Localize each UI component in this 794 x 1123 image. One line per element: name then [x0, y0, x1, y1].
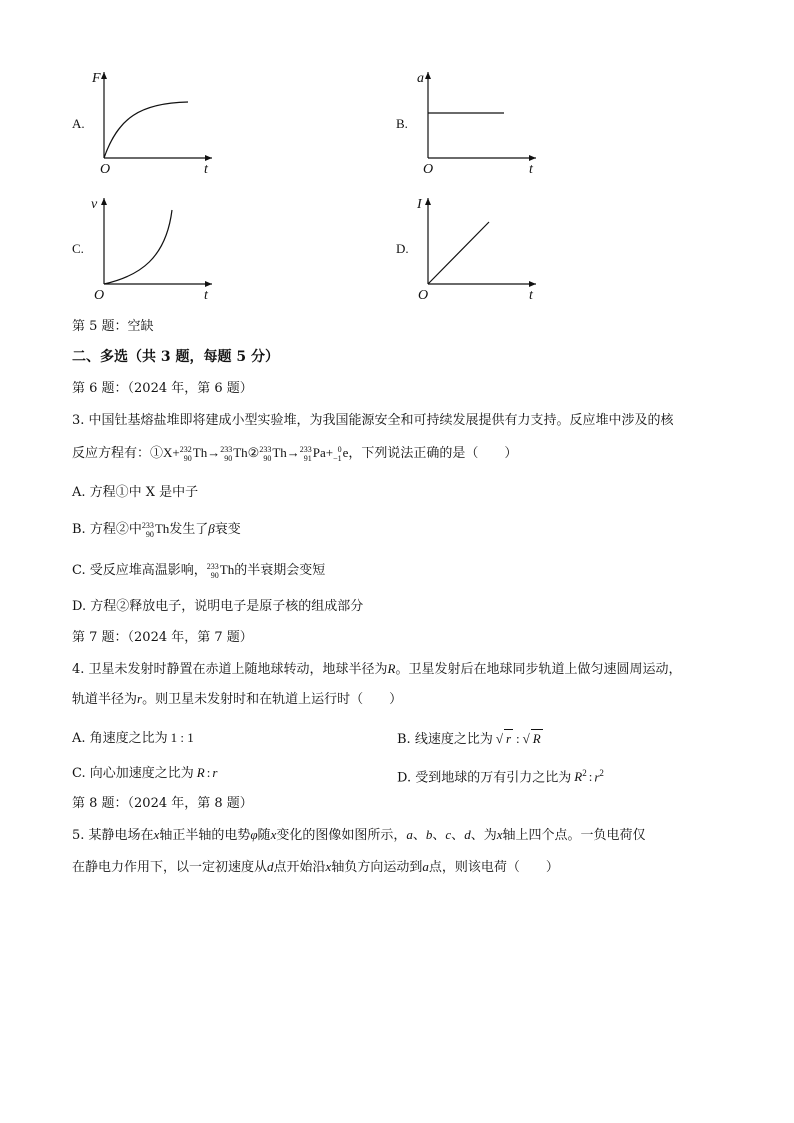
q6-option-c-suffix: 的半衰期会变短 [234, 563, 326, 578]
graph-d-letter: D. [396, 241, 409, 256]
q6-option-c-prefix: C. 受反应堆高温影响， [72, 563, 207, 578]
q6-th232: Th [192, 445, 208, 460]
graph-c-curve [104, 210, 172, 284]
q7-line2-b: 。则卫星未发射时和在轨道上运行时（ ） [142, 692, 403, 707]
q6-line2-prefix: 反应方程有：① [72, 446, 164, 461]
q8-line1-b: 轴正半轴的电势 [159, 828, 251, 843]
graph-a-y-label: F [92, 71, 101, 86]
graph-c-letter: C. [72, 241, 84, 256]
graph-b-origin: O [423, 162, 434, 177]
q7-sqrt-r: r [505, 731, 512, 746]
q6-option-b-suffix: 发生了 [169, 522, 209, 537]
q8-d-1: d [464, 827, 471, 842]
q6-pa: Pa [312, 445, 326, 460]
graph-b-y-label: a [417, 71, 424, 86]
q8-source: 第 8 题：（2024 年，第 8 题） [72, 796, 253, 811]
q6-arrow-2: → [286, 445, 300, 460]
q7-option-d-sq1: 2 [582, 768, 587, 778]
q8-sep-2: 、 [432, 828, 446, 843]
q6-option-c-th: Th [219, 562, 235, 577]
q8-phi: φ [250, 827, 258, 842]
graph-a-origin: O [100, 162, 111, 177]
graph-a-curve [104, 102, 188, 158]
graph-a [91, 71, 212, 177]
graph-c [91, 197, 212, 303]
q8-sep-3: 、 [451, 828, 465, 843]
q6-option-a: A. 方程①中 X 是中子 [72, 485, 199, 500]
q6-arrow-1: → [207, 445, 221, 460]
q6-e-nums: 0 −1 [333, 444, 342, 463]
q6-option-b-end: 衰变 [214, 522, 241, 537]
q8-line2-c: 轴负方向运动到 [331, 860, 423, 875]
q7-option-d-text: D. 受到地球的万有引力之比为 [397, 770, 572, 786]
q6-option-b-beta: β [208, 521, 215, 536]
q7-option-a-value: 1 : 1 [170, 730, 194, 745]
q7-line1-a: 4. 卫星未发射时静置在赤道上随地球转动，地球半径为 [72, 662, 388, 677]
q8-line2 [72, 858, 559, 877]
q7-option-c [72, 764, 217, 783]
q6-th233b: Th [272, 445, 287, 460]
graph-c-origin: O [94, 288, 105, 303]
q8-sep-1: 、 [412, 828, 426, 843]
q7-source: 第 7 题：（2024 年，第 7 题） [72, 630, 253, 645]
q7-option-b-text: B. 线速度之比为 [397, 732, 493, 747]
q6-e: e [342, 445, 349, 460]
q8-line2-b: 点开始沿 [273, 860, 326, 875]
q6-option-d: D. 方程②释放电子，说明电子是原子核的组成部分 [72, 599, 364, 614]
graph-c-y-label: v [91, 197, 98, 212]
q6-option-c-nums: 233 90 [206, 561, 219, 580]
q8-x-2: x [270, 827, 277, 842]
q8-b: b [425, 827, 433, 842]
q7-option-a-text: A. 角速度之比为 [72, 731, 168, 746]
q8-line1-f: 轴上四个点。一负电荷仅 [502, 828, 646, 843]
graph-d-y-label: I [417, 197, 422, 212]
q7-option-a [72, 729, 194, 748]
q7-option-c-R: R [196, 765, 205, 780]
q7-R: R [387, 661, 396, 676]
graph-a-letter: A. [72, 116, 85, 131]
graph-d-x-label: t [529, 288, 533, 303]
q6-line2-suffix: ，下列说法正确的是（ ） [348, 446, 518, 461]
q6-line2 [72, 444, 517, 463]
q8-line2-a: 在静电力作用下，以一定初速度从 [72, 860, 268, 875]
q7-sqrt-R: R [532, 731, 541, 746]
q8-x-3: x [496, 827, 503, 842]
graph-d-curve [428, 222, 489, 284]
q7-option-d-R: R [574, 769, 583, 785]
q6-plus-2: + [325, 445, 334, 460]
q6-option-c [72, 561, 325, 580]
q8-line1-a: 5. 某静电场在 [72, 828, 154, 843]
option-graphs [0, 0, 794, 310]
q7-option-d-colon: : [588, 769, 593, 785]
q6-option-b-nums: 233 90 [141, 520, 154, 539]
q6-pa-nums: 233 91 [299, 444, 312, 463]
q8-line1 [72, 826, 646, 845]
q5-note: 第 5 题：空缺 [72, 319, 154, 334]
graph-b-letter: B. [396, 116, 408, 131]
q6-plus-1: + [172, 445, 180, 460]
q7-option-d-sq2: 2 [599, 768, 604, 778]
q8-line2-d: 点，则该电荷（ ） [428, 860, 559, 875]
q8-x-4: x [325, 859, 332, 874]
q6-line1: 3. 中国钍基熔盐堆即将建成小型实验堆，为我国能源安全和可持续发展提供有力支持。反应堆中涉及的核 [72, 413, 674, 428]
q7-line1 [72, 660, 682, 679]
q8-a: a [406, 827, 413, 842]
q6-th232-nums: 232 90 [179, 444, 192, 463]
q6-circle2: ② [247, 446, 260, 461]
q8-a-2: a [422, 859, 429, 874]
q7-line2 [72, 690, 402, 709]
q7-line2-a: 轨道半径为 [72, 692, 138, 707]
q7-option-b-colon: : [516, 731, 520, 746]
q6-option-b-th: Th [154, 521, 170, 536]
q8-line1-c: 随 [257, 828, 271, 843]
q6-option-b-prefix: B. 方程②中 [72, 522, 142, 537]
q8-d-2: d [267, 859, 274, 874]
q7-option-c-text: C. 向心加速度之比为 [72, 766, 194, 781]
graph-a-x-label: t [204, 162, 208, 177]
q8-x-1: x [153, 827, 160, 842]
q7-option-d-r: r [594, 769, 600, 785]
q8-line1-d: 变化的图像如图所示， [276, 828, 407, 843]
graph-d [416, 197, 536, 303]
q7-option-d [397, 764, 604, 787]
graph-b [417, 71, 536, 177]
q7-sqrt-sign-1: √ [495, 731, 503, 746]
q6-option-b [72, 520, 241, 539]
q6-th233b-nums: 233 90 [259, 444, 272, 463]
graph-b-x-label: t [529, 162, 533, 177]
q7-sqrt-sign-2: √ [522, 731, 530, 746]
q6-source: 第 6 题：（2024 年，第 6 题） [72, 381, 253, 396]
q7-option-c-r: r [212, 765, 218, 780]
section-heading: 二、多选（共 3 题，每题 5 分） [72, 349, 279, 365]
q6-th233-nums: 233 90 [220, 444, 233, 463]
q8-c: c [445, 827, 452, 842]
q7-r: r [137, 691, 143, 706]
q7-option-b [397, 729, 543, 749]
q6-th233: Th [233, 445, 248, 460]
graph-c-x-label: t [204, 288, 208, 303]
q8-line1-e: 、为 [470, 828, 497, 843]
q6-x: X [163, 445, 173, 460]
q7-line1-b: 。卫星发射后在地球同步轨道上做匀速圆周运动， [395, 662, 682, 677]
q7-option-c-colon: : [206, 765, 211, 780]
graph-d-origin: O [418, 288, 429, 303]
